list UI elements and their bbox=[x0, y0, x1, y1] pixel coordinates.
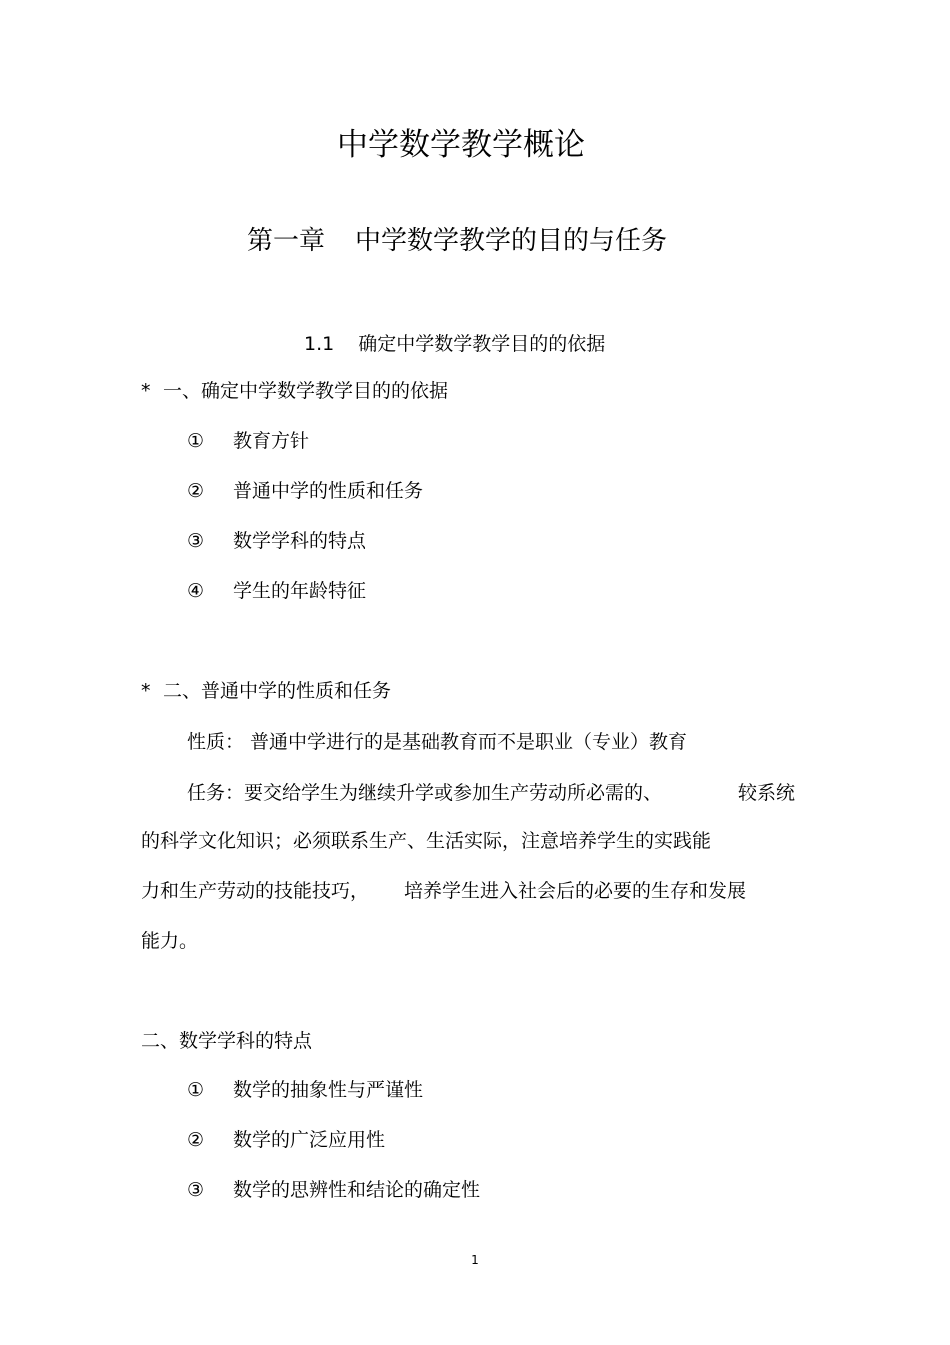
part2-heading bbox=[141, 677, 391, 705]
task-paragraph-line: 培养学生进入社会后的必要的生存和发展 bbox=[404, 880, 747, 902]
star-marker: * bbox=[141, 380, 151, 402]
star-marker: * bbox=[141, 680, 151, 702]
task-paragraph-line: 较系统 bbox=[738, 782, 796, 804]
list-item bbox=[187, 1126, 385, 1154]
task-paragraph-line: 任务：要交给学生为继续升学或参加生产劳动所必需的、 bbox=[187, 782, 663, 804]
part2-heading-text: 二、普通中学的性质和任务 bbox=[163, 680, 392, 702]
task-paragraph-line: 力和生产劳动的技能技巧， bbox=[141, 880, 370, 902]
task-paragraph-line: 的科学文化知识；必须联系生产、生活实际，注意培养学生的实践能 bbox=[141, 830, 712, 852]
circled-number: ① bbox=[187, 430, 205, 452]
list-item bbox=[187, 527, 366, 555]
chapter-number: 第一章 bbox=[247, 226, 326, 256]
list-item-text: 学生的年龄特征 bbox=[233, 580, 367, 602]
list-item bbox=[187, 1076, 423, 1104]
section-heading bbox=[304, 330, 605, 358]
circled-number: ② bbox=[187, 1129, 205, 1151]
part1-heading bbox=[141, 377, 448, 405]
circled-number: ① bbox=[187, 1079, 205, 1101]
circled-number: ③ bbox=[187, 530, 205, 552]
section-number: 1.1 bbox=[304, 333, 335, 355]
list-item bbox=[187, 577, 366, 605]
list-item-text: 教育方针 bbox=[233, 430, 310, 452]
part1-heading-text: 一、确定中学数学教学目的的依据 bbox=[163, 380, 449, 402]
list-item bbox=[187, 477, 423, 505]
circled-number: ④ bbox=[187, 580, 205, 602]
task-paragraph-line: 能力。 bbox=[141, 930, 199, 952]
list-item-text: 数学学科的特点 bbox=[233, 530, 367, 552]
chapter-title: 中学数学教学的目的与任务 bbox=[355, 226, 668, 256]
list-item bbox=[187, 1176, 480, 1204]
list-item-text: 数学的广泛应用性 bbox=[233, 1129, 386, 1151]
list-item-text: 普通中学的性质和任务 bbox=[233, 480, 424, 502]
list-item bbox=[187, 427, 309, 455]
list-item-text: 数学的抽象性与严谨性 bbox=[233, 1079, 424, 1101]
nature-paragraph: 性质： 普通中学进行的是基础教育而不是职业（专业）教育 bbox=[187, 731, 688, 753]
circled-number: ③ bbox=[187, 1179, 205, 1201]
list-item-text: 数学的思辨性和结论的确定性 bbox=[233, 1179, 481, 1201]
part3-heading: 二、数学学科的特点 bbox=[141, 1030, 313, 1052]
document-title: 中学数学教学概论 bbox=[337, 127, 585, 163]
circled-number: ② bbox=[187, 480, 205, 502]
page-number: 1 bbox=[471, 1253, 479, 1267]
section-title: 确定中学数学教学目的的依据 bbox=[358, 333, 606, 355]
chapter-heading bbox=[247, 222, 667, 260]
